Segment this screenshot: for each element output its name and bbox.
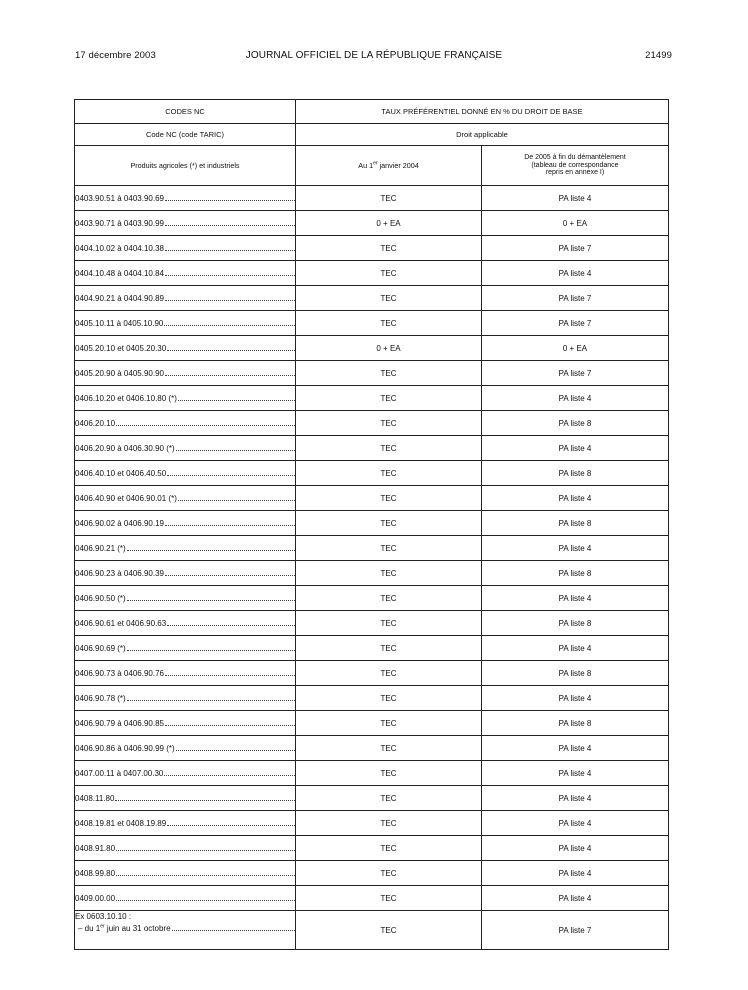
table-row (75, 536, 669, 561)
table-row (75, 736, 669, 761)
code-text: 0406.40.10 et 0406.40.50 (75, 468, 167, 478)
dotted-leader (165, 519, 295, 526)
dotted-leader (176, 744, 295, 751)
code-cell (75, 686, 296, 711)
dotted-leader (167, 469, 295, 476)
rate-2005-cell: PA liste 4 (482, 861, 669, 886)
rate-2005-cell: PA liste 4 (482, 886, 669, 911)
table-row (75, 661, 669, 686)
code-text: 0406.90.73 à 0406.90.76 (75, 668, 164, 678)
code-cell (75, 861, 296, 886)
rate-2004-cell: TEC (296, 886, 482, 911)
rate-2005-cell: PA liste 8 (482, 561, 669, 586)
rate-2004-cell: TEC (296, 836, 482, 861)
rate-2004-cell: TEC (296, 611, 482, 636)
dotted-leader (165, 269, 295, 276)
code-text: 0403.90.71 à 0403.90.99 (75, 218, 164, 228)
code-cell (75, 761, 296, 786)
rate-2004-cell: TEC (296, 286, 482, 311)
table-row (75, 586, 669, 611)
code-cell (75, 436, 296, 461)
rate-2005-cell: PA liste 7 (482, 911, 669, 950)
rate-2004-cell: TEC (296, 736, 482, 761)
code-text: 0405.10.11 à 0405.10.90 (75, 318, 164, 328)
dotted-leader (167, 344, 295, 351)
code-cell (75, 361, 296, 386)
table-row (75, 811, 669, 836)
header-page-number: 21499 (645, 50, 672, 61)
rate-2005-cell: PA liste 4 (482, 436, 669, 461)
table-row (75, 636, 669, 661)
code-cell (75, 511, 296, 536)
code-text: 0409.00.00 (75, 893, 116, 903)
code-text: 0406.20.90 à 0406.30.90 (*) (75, 443, 175, 453)
table-row (75, 336, 669, 361)
rate-2004-cell: TEC (296, 386, 482, 411)
rate-2004-cell: TEC (296, 861, 482, 886)
code-text: 0406.10.20 et 0406.10.80 (*) (75, 393, 177, 403)
rate-2004-cell: TEC (296, 186, 482, 211)
table-row (75, 236, 669, 261)
code-text: 0404.10.02 à 0404.10.38 (75, 243, 164, 253)
code-text: 0406.90.23 à 0406.90.39 (75, 568, 164, 578)
rate-2005-cell: PA liste 4 (482, 386, 669, 411)
dotted-leader (116, 419, 295, 426)
rate-2004-cell: TEC (296, 486, 482, 511)
table-row (75, 836, 669, 861)
rate-2005-cell: PA liste 8 (482, 661, 669, 686)
rate-2004-cell: TEC (296, 911, 482, 950)
dotted-leader (165, 569, 295, 576)
code-cell (75, 786, 296, 811)
table-header-row (75, 100, 669, 124)
rate-2005-cell: PA liste 4 (482, 586, 669, 611)
code-text: 0407.00.11 à 0407.00.30 (75, 768, 164, 778)
code-text: 0408.11.80 (75, 793, 115, 803)
rate-2005-cell: PA liste 8 (482, 711, 669, 736)
code-cell (75, 561, 296, 586)
rate-2005-cell: 0 + EA (482, 211, 669, 236)
dotted-leader (116, 894, 295, 901)
dotted-leader (165, 294, 295, 301)
code-text: 0405.20.90 à 0405.90.90 (75, 368, 164, 378)
dotted-leader (127, 644, 295, 651)
code-cell (75, 186, 296, 211)
code-cell (75, 386, 296, 411)
rate-2004-cell: TEC (296, 236, 482, 261)
header-taux-preferentiel: TAUX PRÉFÉRENTIEL DONNÉ EN % DU DROIT DE BASE (296, 100, 669, 124)
code-cell (75, 711, 296, 736)
code-text: 0406.90.61 et 0406.90.63 (75, 618, 167, 628)
rate-2004-cell: TEC (296, 436, 482, 461)
code-text: 0406.90.69 (*) (75, 643, 126, 653)
code-text: 0406.90.02 à 0406.90.19 (75, 518, 164, 528)
header-au-1er-janvier: Au 1er janvier 2004 (296, 146, 482, 186)
rate-2005-cell: PA liste 7 (482, 236, 669, 261)
rate-2004-cell: TEC (296, 811, 482, 836)
table-row (75, 511, 669, 536)
table-row (75, 561, 669, 586)
rate-2004-cell: TEC (296, 636, 482, 661)
header-produits: Produits agricoles (*) et industriels (75, 146, 296, 186)
dotted-leader (165, 244, 295, 251)
code-cell (75, 661, 296, 686)
code-cell: Ex 0603.10.10 : – du 1er juin au 31 octobre (75, 911, 296, 950)
dotted-leader (178, 494, 295, 501)
rate-2004-cell: TEC (296, 411, 482, 436)
code-cell (75, 811, 296, 836)
dotted-leader (164, 769, 295, 776)
rate-2004-cell: TEC (296, 511, 482, 536)
code-text: 0406.20.10 (75, 418, 116, 428)
table-row (75, 611, 669, 636)
table-row (75, 386, 669, 411)
rate-2004-cell: TEC (296, 586, 482, 611)
table-row (75, 361, 669, 386)
rate-2005-cell: PA liste 4 (482, 761, 669, 786)
dotted-leader (127, 594, 295, 601)
table-row (75, 761, 669, 786)
rate-2004-cell: TEC (296, 761, 482, 786)
code-cell (75, 836, 296, 861)
table-row (75, 686, 669, 711)
code-text: 0406.90.78 (*) (75, 693, 126, 703)
table-row (75, 211, 669, 236)
rate-2005-cell: PA liste 4 (482, 186, 669, 211)
rate-2005-cell: PA liste 4 (482, 536, 669, 561)
dotted-leader (167, 819, 295, 826)
rate-2005-cell: PA liste 8 (482, 461, 669, 486)
code-text: 0406.90.21 (*) (75, 543, 126, 553)
code-cell (75, 736, 296, 761)
rate-2005-cell: PA liste 8 (482, 611, 669, 636)
dotted-leader (167, 619, 295, 626)
code-text: 0406.40.90 et 0406.90.01 (*) (75, 493, 177, 503)
code-cell (75, 211, 296, 236)
rate-2005-cell: PA liste 4 (482, 836, 669, 861)
code-text: 0408.91.80 (75, 843, 116, 853)
rate-2005-cell: 0 + EA (482, 336, 669, 361)
rate-2004-cell: 0 + EA (296, 211, 482, 236)
dotted-leader (165, 669, 295, 676)
header-codes-nc: CODES NC (75, 100, 296, 124)
table-row (75, 411, 669, 436)
code-cell (75, 261, 296, 286)
code-cell (75, 611, 296, 636)
rate-2005-cell: PA liste 4 (482, 736, 669, 761)
header-code-nc-taric: Code NC (code TARIC) (75, 124, 296, 146)
rate-2005-cell: PA liste 4 (482, 811, 669, 836)
table-header-row (75, 146, 669, 186)
rate-2005-cell: PA liste 8 (482, 511, 669, 536)
header-droit-applicable: Droit applicable (296, 124, 669, 146)
code-text: 0403.90.51 à 0403.90.69 (75, 193, 164, 203)
header-date: 17 décembre 2003 (75, 50, 156, 61)
rate-2004-cell: TEC (296, 261, 482, 286)
rate-2004-cell: TEC (296, 661, 482, 686)
code-cell (75, 336, 296, 361)
rate-2004-cell: TEC (296, 711, 482, 736)
table-row (75, 786, 669, 811)
table-row (75, 911, 669, 950)
dotted-leader (165, 219, 295, 226)
rate-2004-cell: TEC (296, 311, 482, 336)
code-cell (75, 311, 296, 336)
code-text: 0404.90.21 à 0404.90.89 (75, 293, 164, 303)
rate-2004-cell: TEC (296, 686, 482, 711)
dotted-leader (116, 844, 295, 851)
rate-2005-cell: PA liste 4 (482, 261, 669, 286)
rate-2004-cell: TEC (296, 561, 482, 586)
rate-2005-cell: PA liste 4 (482, 686, 669, 711)
table-row (75, 886, 669, 911)
dotted-leader (164, 319, 295, 326)
dotted-leader (116, 869, 295, 876)
dotted-leader (178, 394, 295, 401)
code-cell (75, 486, 296, 511)
rate-2005-cell: PA liste 7 (482, 286, 669, 311)
code-text: 0404.10.48 à 0404.10.84 (75, 268, 164, 278)
code-text: 0406.90.79 à 0406.90.85 (75, 718, 164, 728)
code-cell (75, 411, 296, 436)
code-cell (75, 586, 296, 611)
table-header-row (75, 124, 669, 146)
code-cell (75, 536, 296, 561)
code-cell (75, 461, 296, 486)
code-cell (75, 236, 296, 261)
table-row (75, 311, 669, 336)
header-de-2005: De 2005 à fin du démantèlement (tableau de correspondance repris en annexe I) (482, 146, 669, 186)
dotted-leader (165, 719, 295, 726)
code-text: 0406.90.50 (*) (75, 593, 126, 603)
dotted-leader (176, 444, 295, 451)
header-journal-title: JOURNAL OFFICIEL DE LA RÉPUBLIQUE FRANÇAISE (245, 50, 503, 61)
table-row (75, 436, 669, 461)
code-text: 0408.99.80 (75, 868, 116, 878)
code-cell (75, 286, 296, 311)
table-row (75, 461, 669, 486)
table-row (75, 711, 669, 736)
table-row (75, 286, 669, 311)
code-cell (75, 886, 296, 911)
dotted-leader (127, 544, 295, 551)
table-row (75, 261, 669, 286)
rate-2005-cell: PA liste 7 (482, 361, 669, 386)
rate-2005-cell: PA liste 4 (482, 486, 669, 511)
table-row (75, 861, 669, 886)
rate-2004-cell: TEC (296, 536, 482, 561)
tariff-table (74, 99, 669, 950)
rate-2004-cell: TEC (296, 786, 482, 811)
dotted-leader (115, 794, 295, 801)
rate-2005-cell: PA liste 4 (482, 786, 669, 811)
rate-2005-cell: PA liste 4 (482, 636, 669, 661)
rate-2004-cell: 0 + EA (296, 336, 482, 361)
rate-2004-cell: TEC (296, 461, 482, 486)
code-text: 0405.20.10 et 0405.20.30 (75, 343, 167, 353)
code-cell (75, 636, 296, 661)
code-text: 0408.19.81 et 0408.19.89 (75, 818, 167, 828)
table-row (75, 486, 669, 511)
dotted-leader (165, 194, 295, 201)
rate-2005-cell: PA liste 8 (482, 411, 669, 436)
code-text: 0406.90.86 à 0406.90.99 (*) (75, 743, 175, 753)
dotted-leader (127, 694, 295, 701)
rate-2005-cell: PA liste 7 (482, 311, 669, 336)
table-row (75, 186, 669, 211)
dotted-leader (165, 369, 295, 376)
rate-2004-cell: TEC (296, 361, 482, 386)
